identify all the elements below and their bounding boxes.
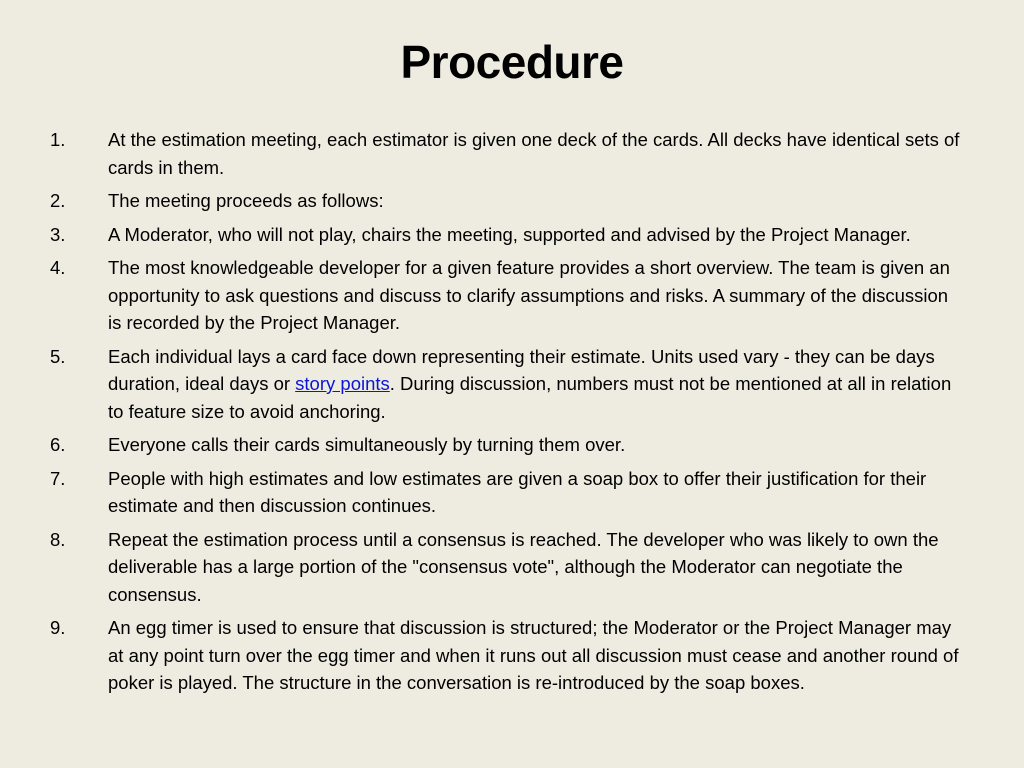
item-text: An egg timer is used to ensure that discussion is structured; the Moderator or the Project Manager may at any point turn over the egg timer and when it runs out all discussion must cease and another round of poker is played. The structure in the conversation is re-introduced by the soap boxes. xyxy=(108,617,959,693)
item-text: The most knowledgeable developer for a given feature provides a short overview. The team is given an opportunity to ask questions and discuss to clarify assumptions and risks. A summary of the discussion is recorded by the Project Manager. xyxy=(108,257,950,333)
story-points-link[interactable]: story points xyxy=(295,373,390,394)
item-number: 1. xyxy=(50,129,66,150)
list-item xyxy=(50,187,960,215)
item-text xyxy=(108,343,960,426)
item-number: 7. xyxy=(50,467,66,489)
list-item xyxy=(50,465,960,520)
list-item xyxy=(50,126,960,181)
item-number: 4. xyxy=(50,257,66,278)
item-text: A Moderator, who will not play, chairs the meeting, supported and advised by the Project Manager. xyxy=(108,223,911,245)
procedure-list xyxy=(50,126,960,703)
item-text: At the estimation meeting, each estimator is given one deck of the cards. All decks have identical sets of cards in them. xyxy=(108,129,960,178)
list-item xyxy=(50,254,960,337)
item-text-before: Each individual lays a card face down representing their estimate. Units used vary - they can be days duration, ideal days or xyxy=(108,345,935,394)
list-item xyxy=(50,343,960,426)
item-text: Everyone calls their cards simultaneously by turning them over. xyxy=(108,434,626,455)
item-number: 5. xyxy=(50,345,66,367)
list-item xyxy=(50,526,960,609)
list-item xyxy=(50,221,960,249)
item-number: 9. xyxy=(50,617,66,638)
item-text: The meeting proceeds as follows: xyxy=(108,190,384,211)
item-text-after: . During discussion, numbers must not be mentioned at all in relation to feature size to avoid anchoring. xyxy=(108,373,952,422)
item-number: 6. xyxy=(50,434,66,455)
item-number: 3. xyxy=(50,223,66,245)
list-item xyxy=(50,614,960,697)
slide-title: Procedure xyxy=(400,36,624,88)
item-number: 2. xyxy=(50,190,66,211)
item-text: Repeat the estimation process until a consensus is reached. The developer who was likely to own the deliverable has a large portion of the "consensus vote", although the Moderator can negotiate the consensus. xyxy=(108,528,939,605)
item-text: People with high estimates and low estimates are given a soap box to offer their justification for their estimate and then discussion continues. xyxy=(108,467,927,516)
item-number: 8. xyxy=(50,528,66,550)
list-item xyxy=(50,431,960,459)
